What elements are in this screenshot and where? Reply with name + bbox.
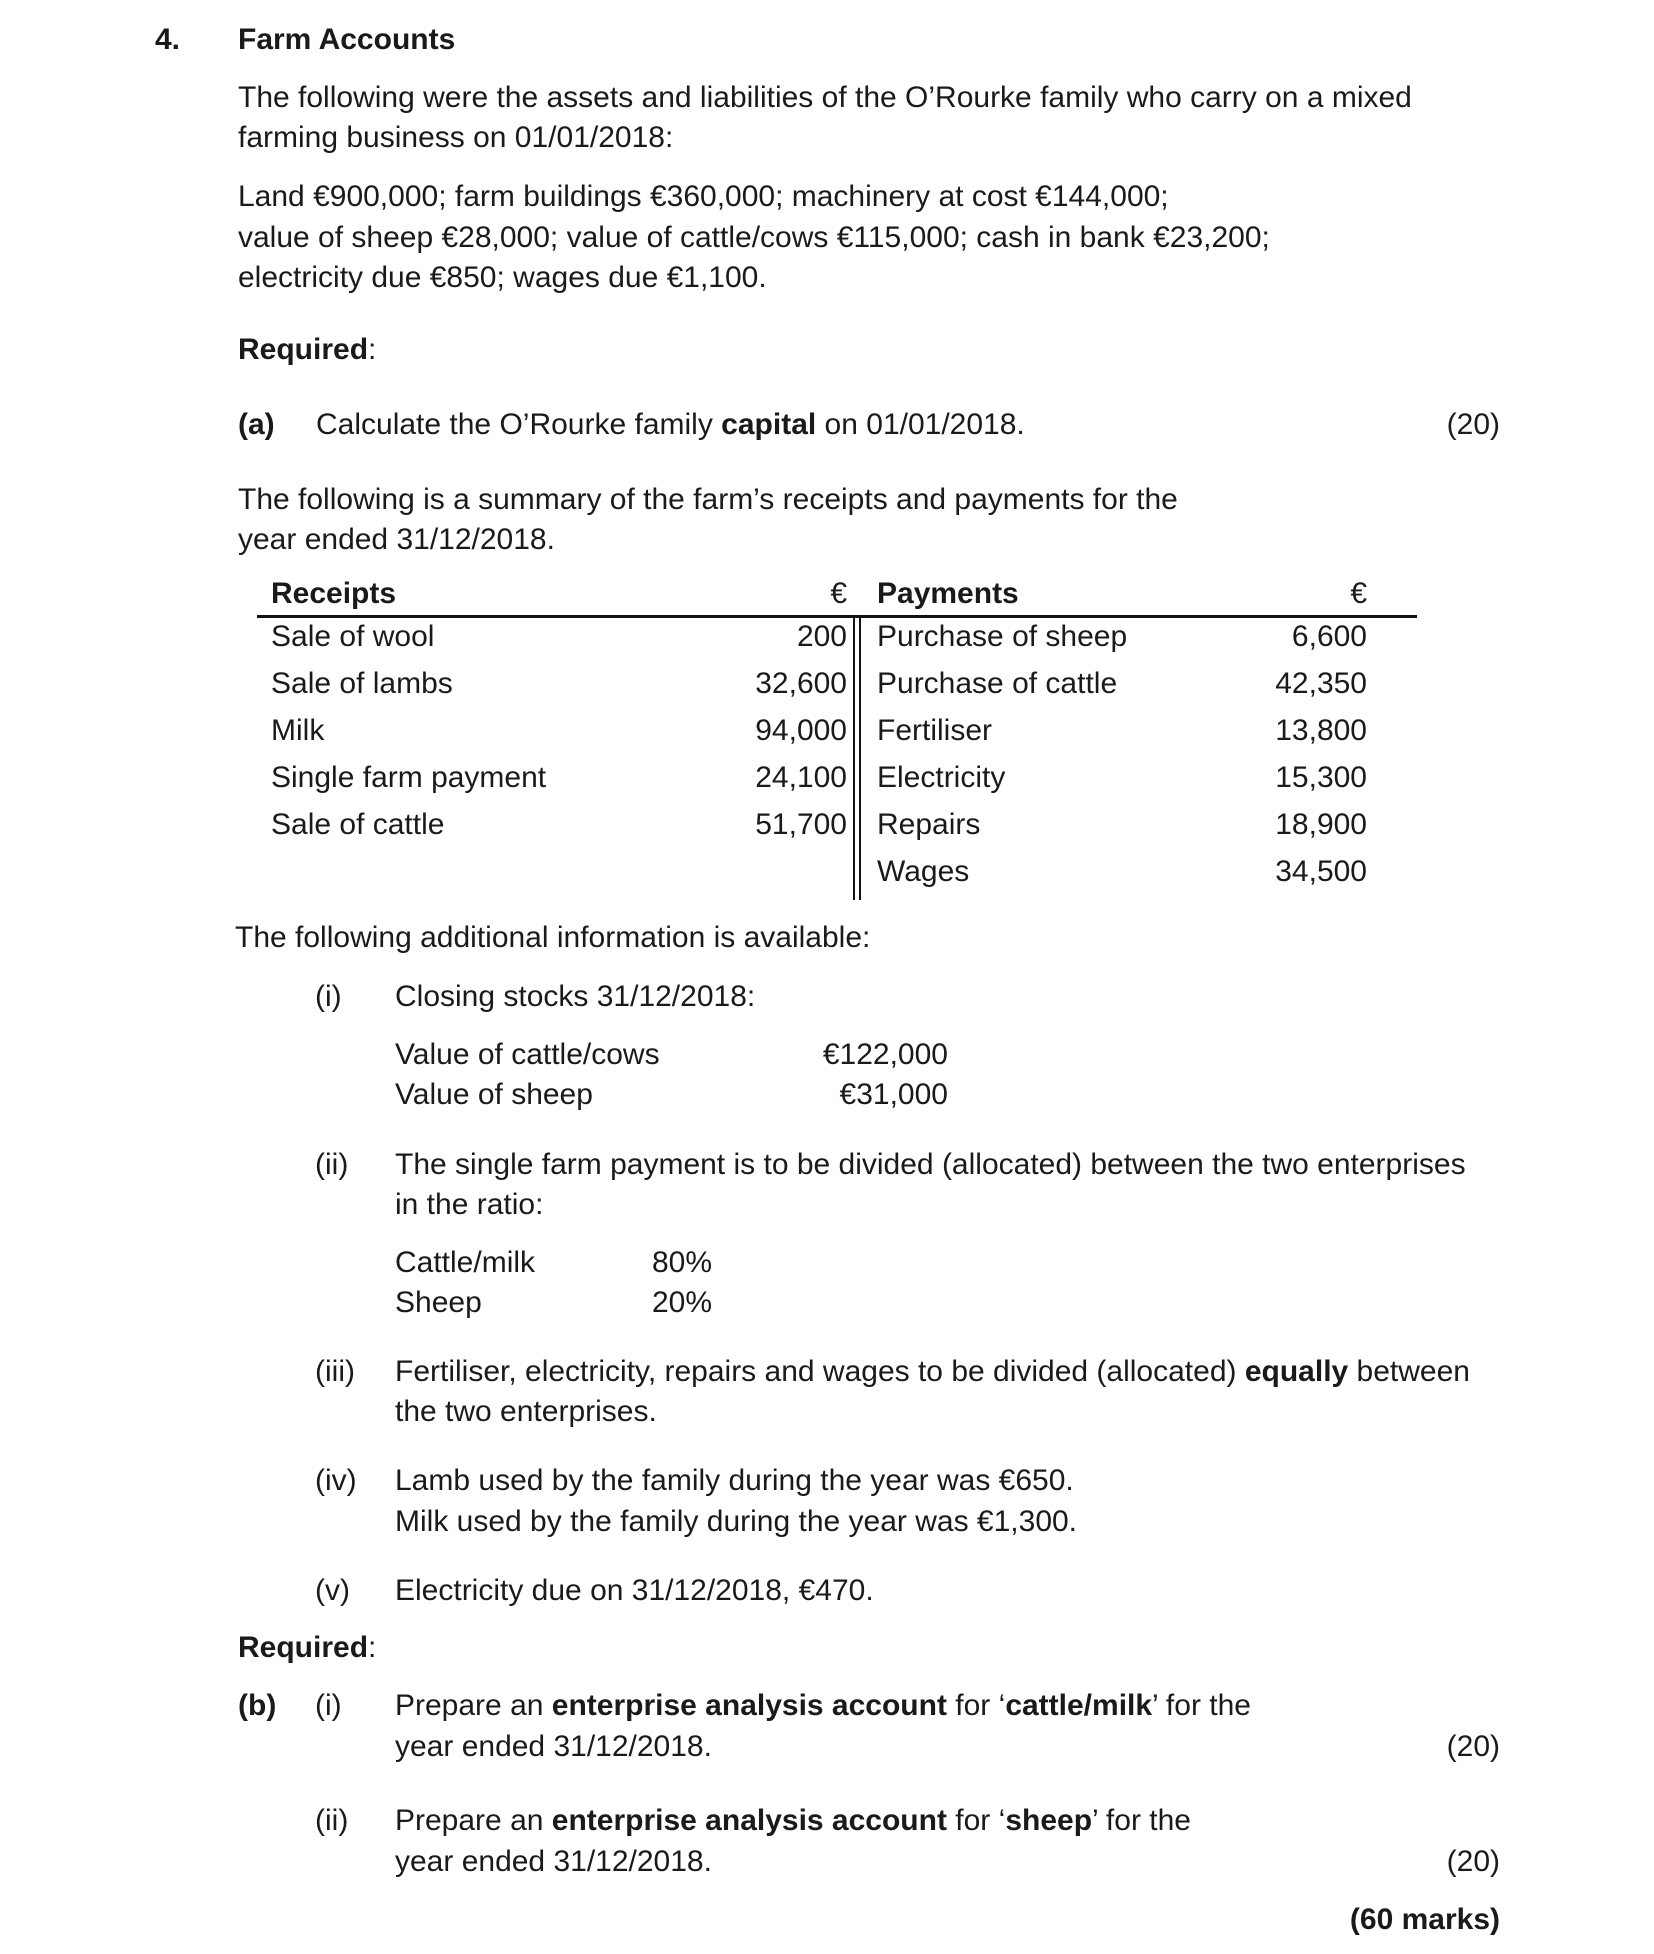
summary-intro-line-2: year ended 31/12/2018. <box>238 523 555 556</box>
ratio-value: 80% <box>652 1246 713 1279</box>
receipt-amount: 51,700 <box>755 808 847 841</box>
ratio-item: Cattle/milk <box>395 1246 536 1279</box>
intro-line-2: farming business on 01/01/2018: <box>238 121 674 154</box>
receipts-header: Receipts <box>271 577 397 610</box>
question-title: Farm Accounts <box>238 23 456 56</box>
payment-item: Purchase of sheep <box>877 620 1128 653</box>
info-iii-line-1: Fertiliser, electricity, repairs and wages to be divided (allocated) equally between <box>395 1355 1470 1388</box>
part-a-label: (a) <box>238 408 275 441</box>
ratio-item: Sheep <box>395 1286 482 1319</box>
receipt-amount: 32,600 <box>755 667 847 700</box>
info-ii-line-1: The single farm payment is to be divided (allocated) between the two enterprises <box>395 1148 1466 1181</box>
receipt-amount: 200 <box>796 620 847 653</box>
required-heading-1: Required: <box>238 333 377 366</box>
payment-amount: 13,800 <box>1275 714 1367 747</box>
table-row <box>257 714 1417 761</box>
stock-item: Value of sheep <box>395 1078 593 1111</box>
assets-line-2: value of sheep €28,000; value of cattle/cows €115,000; cash in bank €23,200; <box>238 221 1270 254</box>
part-a-text: Calculate the O’Rourke family capital on 01/01/2018. <box>316 408 1025 441</box>
info-iv-line-2: Milk used by the family during the year was €1,300. <box>395 1505 1078 1538</box>
payment-item: Electricity <box>877 761 1006 794</box>
part-b-i-line-1: Prepare an enterprise analysis account for ‘cattle/milk’ for the <box>395 1689 1251 1722</box>
table-header <box>257 573 1417 618</box>
info-iv-line-1: Lamb used by the family during the year was €650. <box>395 1464 1074 1497</box>
additional-intro: The following additional information is available: <box>235 921 871 954</box>
payments-header: Payments <box>877 577 1019 610</box>
info-ii-label: (ii) <box>315 1148 349 1181</box>
ratio-value: 20% <box>652 1286 713 1319</box>
receipt-item: Sale of wool <box>271 620 435 653</box>
receipts-currency: € <box>830 577 847 610</box>
assets-line-1: Land €900,000; farm buildings €360,000; machinery at cost €144,000; <box>238 180 1169 213</box>
receipts-payments-table <box>257 573 1417 903</box>
table-row <box>257 855 1417 902</box>
receipt-item: Sale of cattle <box>271 808 445 841</box>
payment-item: Fertiliser <box>877 714 993 747</box>
part-b-i-line-2: year ended 31/12/2018. <box>395 1730 712 1763</box>
part-a-marks: (20) <box>1446 408 1500 441</box>
info-iv-label: (iv) <box>315 1464 357 1497</box>
stock-value: €122,000 <box>822 1038 948 1071</box>
part-b-ii-line-2: year ended 31/12/2018. <box>395 1845 712 1878</box>
part-b-ii-line-1: Prepare an enterprise analysis account for ‘sheep’ for the <box>395 1804 1191 1837</box>
info-i-text: Closing stocks 31/12/2018: <box>395 980 756 1013</box>
summary-intro-line-1: The following is a summary of the farm’s receipts and payments for the <box>238 483 1178 516</box>
payments-currency: € <box>1350 577 1367 610</box>
info-ii-line-2: in the ratio: <box>395 1188 544 1221</box>
stock-item: Value of cattle/cows <box>395 1038 660 1071</box>
receipt-item: Sale of lambs <box>271 667 453 700</box>
payment-amount: 34,500 <box>1275 855 1367 888</box>
info-v-text: Electricity due on 31/12/2018, €470. <box>395 1574 874 1607</box>
payment-amount: 18,900 <box>1275 808 1367 841</box>
receipt-amount: 94,000 <box>755 714 847 747</box>
info-i-label: (i) <box>315 980 342 1013</box>
part-b-i-marks: (20) <box>1446 1730 1500 1763</box>
receipt-item: Single farm payment <box>271 761 547 794</box>
total-marks: (60 marks) <box>1349 1903 1500 1936</box>
table-row <box>257 667 1417 714</box>
payment-item: Purchase of cattle <box>877 667 1118 700</box>
assets-line-3: electricity due €850; wages due €1,100. <box>238 261 767 294</box>
question-number: 4. <box>155 23 181 56</box>
info-iii-label: (iii) <box>315 1355 355 1388</box>
payment-amount: 15,300 <box>1275 761 1367 794</box>
part-b-ii-label: (ii) <box>315 1804 349 1837</box>
table-row <box>257 808 1417 855</box>
stock-value: €31,000 <box>839 1078 948 1111</box>
info-iii-line-2: the two enterprises. <box>395 1395 657 1428</box>
payment-amount: 42,350 <box>1275 667 1367 700</box>
payment-amount: 6,600 <box>1291 620 1367 653</box>
table-row <box>257 761 1417 808</box>
receipt-item: Milk <box>271 714 325 747</box>
part-b-ii-marks: (20) <box>1446 1845 1500 1878</box>
receipt-amount: 24,100 <box>755 761 847 794</box>
required-heading-2: Required: <box>238 1631 377 1664</box>
table-row <box>257 620 1417 667</box>
intro-line-1: The following were the assets and liabilities of the O’Rourke family who carry on a mixed <box>238 81 1412 114</box>
payment-item: Repairs <box>877 808 981 841</box>
part-b-label: (b) <box>238 1689 277 1722</box>
payment-item: Wages <box>877 855 970 888</box>
part-b-i-label: (i) <box>315 1689 342 1722</box>
info-v-label: (v) <box>315 1574 350 1607</box>
